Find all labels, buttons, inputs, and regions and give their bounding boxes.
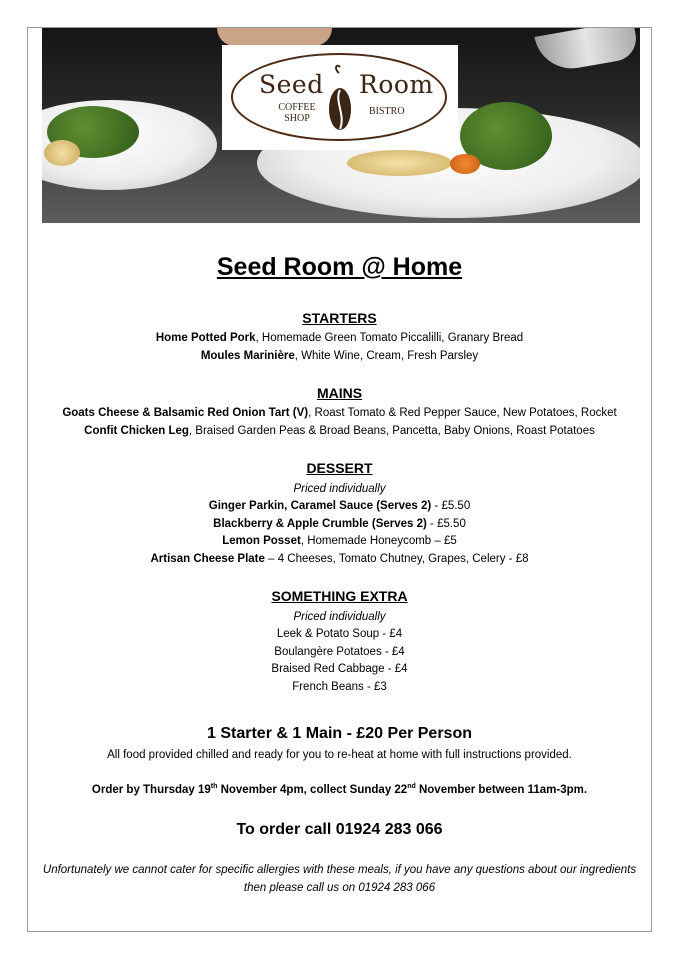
- price-offer: 1 Starter & 1 Main - £20 Per Person: [207, 725, 472, 742]
- main-desc: , Braised Garden Peas & Broad Beans, Pancetta, Baby Onions, Roast Potatoes: [188, 425, 595, 437]
- dessert-note: Priced individually: [293, 483, 386, 495]
- starter-desc: , Homemade Green Tomato Piccalilli, Granary Bread: [255, 332, 524, 344]
- starters-heading: STARTERS: [302, 310, 377, 326]
- extra-note: Priced individually: [293, 611, 386, 623]
- dessert-item: [28, 498, 651, 516]
- main-item: [28, 423, 651, 441]
- starter-item: [28, 348, 651, 366]
- extra-item: Braised Red Cabbage - £4: [271, 663, 408, 675]
- dessert-item: [28, 533, 651, 551]
- dessert-item: [28, 551, 651, 569]
- chef-hand: [217, 28, 332, 46]
- dessert-price: , Homemade Honeycomb – £5: [300, 535, 457, 547]
- dessert-name: Lemon Posset: [222, 535, 301, 547]
- extra-item: Leek & Potato Soup - £4: [276, 628, 403, 640]
- starter-name: Moules Marinière: [200, 350, 295, 362]
- serving-spoon: [534, 28, 639, 74]
- main-name: Confit Chicken Leg: [84, 425, 189, 437]
- allergy-note: [28, 861, 651, 897]
- dessert-price: - £5.50: [426, 518, 466, 530]
- main-desc: , Roast Tomato & Red Pepper Sauce, New Potatoes, Rocket: [308, 407, 617, 419]
- allergy-line-1: Unfortunately we cannot cater for specific allergies with these meals, if you have any questions about our ingredients: [42, 864, 637, 876]
- chilled-note: All food provided chilled and ready for you to re-heat at home with full instructions provided.: [107, 749, 572, 761]
- order-sup: nd: [407, 783, 416, 791]
- dessert-name: Blackberry & Apple Crumble (Serves 2): [213, 518, 427, 530]
- dessert-name: Artisan Cheese Plate: [150, 553, 265, 565]
- extra-heading: SOMETHING EXTRA: [271, 588, 408, 604]
- logo-word-right: Room: [359, 70, 434, 99]
- order-sup: th: [210, 783, 218, 791]
- order-text: Order by Thursday 19: [91, 784, 211, 796]
- page-title: Seed Room @ Home: [216, 253, 463, 281]
- logo-sub-right: BISTRO: [369, 106, 405, 117]
- order-text: November 4pm, collect Sunday 22: [217, 784, 408, 796]
- main-name: Goats Cheese & Balsamic Red Onion Tart (V): [62, 407, 309, 419]
- logo-sub-left: COFFEE SHOP: [278, 102, 316, 124]
- potato-left: [44, 140, 80, 166]
- mains-heading: MAINS: [316, 385, 363, 401]
- order-text: November between 11am-3pm.: [415, 784, 588, 796]
- allergy-line-2: then please call us on 01924 283 066: [243, 882, 436, 894]
- potatoes-right: [347, 150, 452, 176]
- logo: [222, 45, 458, 150]
- starter-item: [28, 330, 651, 348]
- order-phone: To order call 01924 283 066: [236, 821, 443, 838]
- dessert-heading: DESSERT: [306, 460, 373, 476]
- dessert-price: – 4 Cheeses, Tomato Chutney, Grapes, Celery - £8: [264, 553, 529, 565]
- starter-desc: , White Wine, Cream, Fresh Parsley: [294, 350, 479, 362]
- main-item: [28, 405, 651, 423]
- coffee-bean-icon: [328, 63, 352, 133]
- logo-word-left: Seed: [259, 70, 324, 99]
- extra-item: Boulangère Potatoes - £4: [274, 646, 405, 658]
- carrot-right: [450, 154, 480, 174]
- dessert-price: - £5.50: [431, 500, 471, 512]
- dessert-name: Ginger Parkin, Caramel Sauce (Serves 2): [208, 500, 432, 512]
- extra-item: French Beans - £3: [292, 681, 387, 693]
- starter-name: Home Potted Pork: [155, 332, 256, 344]
- order-deadline: [28, 784, 651, 796]
- dessert-item: [28, 516, 651, 534]
